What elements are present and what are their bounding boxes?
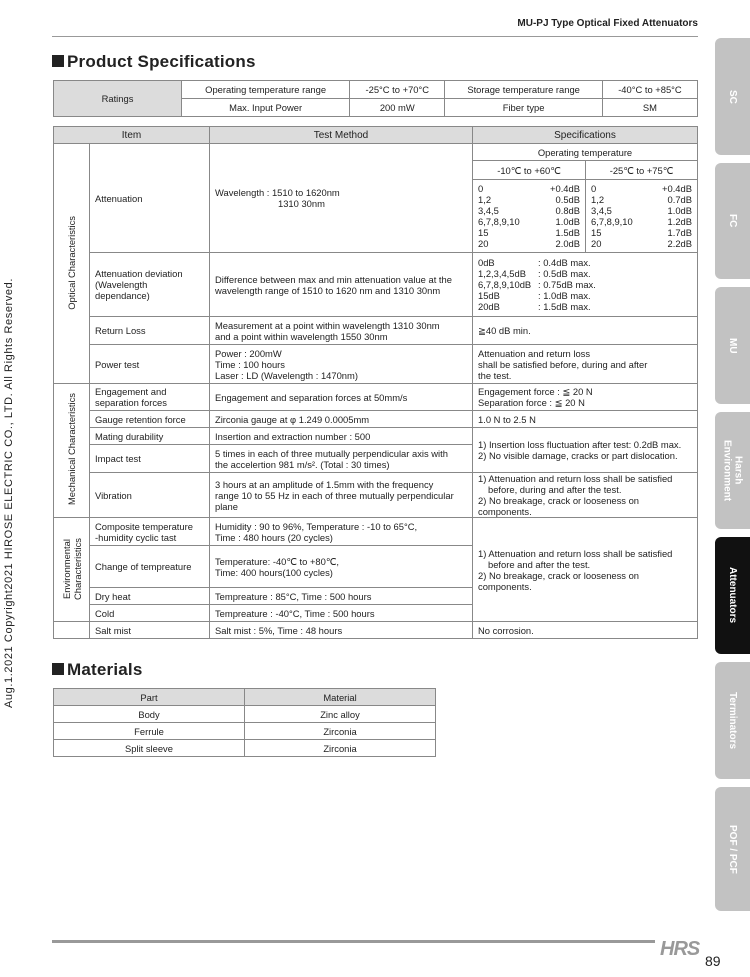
col-header-item: Item [54, 127, 210, 144]
spec-engagement: Engagement force : ≦ 20 N Separation force : ≦ 20 N [473, 384, 698, 411]
method-vibration: 3 hours at an amplitude of 1.5mm with the frequency range 10 to 55 Hz in each of three mutually perpendicular plane [210, 473, 473, 518]
page-number: 89 [705, 953, 721, 969]
col-header-method: Test Method [210, 127, 473, 144]
material-value: Zirconia [245, 740, 436, 757]
list-item: 6,7,8,9,10 1.0dB [478, 216, 580, 227]
ratings-label: Ratings [54, 81, 182, 117]
method-return-loss: Measurement at a point within wavelength 1310 30nm and a point within wavelength 1550 30nm [210, 317, 473, 345]
method-mating-durability: Insertion and extraction number : 500 [210, 428, 473, 445]
item-attenuation: Attenuation [90, 144, 210, 253]
tab-fc[interactable]: FC [715, 163, 750, 279]
ratings-cell: -40°C to +85°C [602, 81, 697, 99]
table-row [54, 740, 436, 757]
list-item: 20 2.2dB [591, 238, 692, 249]
material-part: Body [54, 706, 245, 723]
ratings-cell: Storage temperature range [445, 81, 603, 99]
tab-mu[interactable]: MU [715, 287, 750, 404]
list-item: 0 +0.4dB [591, 183, 692, 194]
category-optical: Optical Characteristics [54, 144, 90, 384]
materials-table [53, 688, 436, 757]
tab-sc[interactable]: SC [715, 38, 750, 155]
item-gauge-retention: Gauge retention force [90, 411, 210, 428]
ratings-cell: Max. Input Power [182, 99, 350, 117]
attenuation-spec-2 [586, 180, 698, 253]
spec-salt-mist: No corrosion. [473, 622, 698, 639]
attenuation-spec-1 [473, 180, 586, 253]
temp-range-1: -10℃ to +60℃ [473, 161, 586, 180]
table-row [54, 706, 436, 723]
category-environmental: Environmental Characteristics [54, 518, 90, 622]
tab-pof-pcf[interactable]: POF / PCF [715, 787, 750, 911]
tab-attenuators[interactable]: Attenuators [715, 537, 750, 654]
ratings-cell: Fiber type [445, 99, 603, 117]
method-gauge-retention: Zirconia gauge at φ 1.249 0.0005mm [210, 411, 473, 428]
list-item: 1,2,3,4,5dB : 0.5dB max. [478, 268, 591, 279]
method-attenuation: Wavelength : 1510 to 1620nm 1310 30nm [210, 144, 473, 253]
header-divider [52, 36, 698, 37]
category-mechanical: Mechanical Characteristics [54, 384, 90, 518]
list-item: 15dB : 1.0dB max. [478, 290, 591, 301]
tab-terminators[interactable]: Terminators [715, 662, 750, 779]
method-power-test: Power : 200mW Time : 100 hours Laser : LD (Wavelength : 1470nm) [210, 345, 473, 384]
list-item: 1,2 0.5dB [478, 194, 580, 205]
list-item: 3,4,5 0.8dB [478, 205, 580, 216]
material-value: Zirconia [245, 723, 436, 740]
list-item: 0 +0.4dB [478, 183, 580, 194]
list-item: 20 2.0dB [478, 238, 580, 249]
item-impact-test: Impact test [90, 445, 210, 473]
item-power-test: Power test [90, 345, 210, 384]
list-item: 6,7,8,9,10dB : 0.75dB max. [478, 279, 596, 290]
ratings-table [53, 80, 698, 117]
item-engagement: Engagement and separation forces [90, 384, 210, 411]
item-dry-heat: Dry heat [90, 588, 210, 605]
method-cold: Tempreature : -40°C, Time : 500 hours [210, 605, 473, 622]
ratings-cell: 200 mW [350, 99, 445, 117]
temp-range-2: -25℃ to +75℃ [586, 161, 698, 180]
spec-attenuation-deviation [473, 253, 698, 317]
material-part: Split sleeve [54, 740, 245, 757]
square-bullet-icon [52, 55, 64, 67]
list-item: 15 1.7dB [591, 227, 692, 238]
specifications-table [53, 126, 698, 639]
spec-return-loss: ≧40 dB min. [473, 317, 698, 345]
item-mating-durability: Mating durability [90, 428, 210, 445]
materials-heading: Materials [52, 660, 143, 680]
method-attenuation-deviation: Difference between max and min attenuation value at the wavelength range of 1510 to 1620 nm and 1310 30nm [210, 253, 473, 317]
header-title: MU-PJ Type Optical Fixed Attenuators [517, 18, 698, 29]
product-specs-heading: Product Specifications [52, 52, 256, 72]
materials-header-material: Material [245, 689, 436, 706]
list-item: 1,2 0.7dB [591, 194, 692, 205]
operating-temperature-header: Operating temperature [473, 144, 698, 161]
method-engagement: Engagement and separation forces at 50mm/s [210, 384, 473, 411]
col-header-specifications: Specifications [473, 127, 698, 144]
ratings-cell: -25°C to +70°C [350, 81, 445, 99]
spec-environmental: 1) Attenuation and return loss shall be satisfied before and after the test. 2) No breakage, crack or looseness on components. [473, 518, 698, 622]
method-composite-temperature: Humidity : 90 to 96%, Temperature : -10 to 65°C, Time : 480 hours (20 cycles) [210, 518, 473, 546]
method-change-of-temperature: Temperature: -40℃ to +80℃, Time: 400 hours(100 cycles) [210, 546, 473, 588]
method-dry-heat: Tempreature : 85°C, Time : 500 hours [210, 588, 473, 605]
copyright-notice: Aug.1.2021 Copyright2021 HIROSE ELECTRIC CO., LTD. All Rights Reserved. [3, 277, 15, 708]
list-item: 15 1.5dB [478, 227, 580, 238]
list-item: 0dB : 0.4dB max. [478, 257, 591, 268]
tab-harsh-environment[interactable]: Harsh Environment [715, 412, 750, 529]
item-return-loss: Return Loss [90, 317, 210, 345]
spec-vibration: 1) Attenuation and return loss shall be satisfied before, during and after the test. 2) No breakage, crack or looseness on components. [473, 473, 698, 518]
item-vibration: Vibration [90, 473, 210, 518]
material-value: Zinc alloy [245, 706, 436, 723]
item-composite-temperature: Composite temperature -humidity cyclic tast [90, 518, 210, 546]
method-impact-test: 5 times in each of three mutually perpendicular axis with the accelertion 981 m/s². (Total : 30 times) [210, 445, 473, 473]
spec-gauge-retention: 1.0 N to 2.5 N [473, 411, 698, 428]
list-item: 20dB : 1.5dB max. [478, 301, 591, 312]
spec-mating-impact: 1) Insertion loss fluctuation after test: 0.2dB max. 2) No visible damage, cracks or part dislocation. [473, 428, 698, 473]
category-blank [54, 622, 90, 639]
list-item: 6,7,8,9,10 1.2dB [591, 216, 692, 227]
ratings-cell: SM [602, 99, 697, 117]
table-row [54, 723, 436, 740]
item-attenuation-deviation: Attenuation deviation (Wavelength dependance) [90, 253, 210, 317]
item-change-of-temperature: Change of tempreature [90, 546, 210, 588]
footer-divider [52, 940, 655, 943]
material-part: Ferrule [54, 723, 245, 740]
square-bullet-icon [52, 663, 64, 675]
hrs-logo: HRS [660, 938, 700, 960]
item-salt-mist: Salt mist [90, 622, 210, 639]
list-item: 3,4,5 1.0dB [591, 205, 692, 216]
spec-power-test: Attenuation and return loss shall be satisfied before, during and after the test. [473, 345, 698, 384]
ratings-cell: Operating temperature range [182, 81, 350, 99]
method-salt-mist: Salt mist : 5%, Time : 48 hours [210, 622, 473, 639]
item-cold: Cold [90, 605, 210, 622]
materials-header-part: Part [54, 689, 245, 706]
